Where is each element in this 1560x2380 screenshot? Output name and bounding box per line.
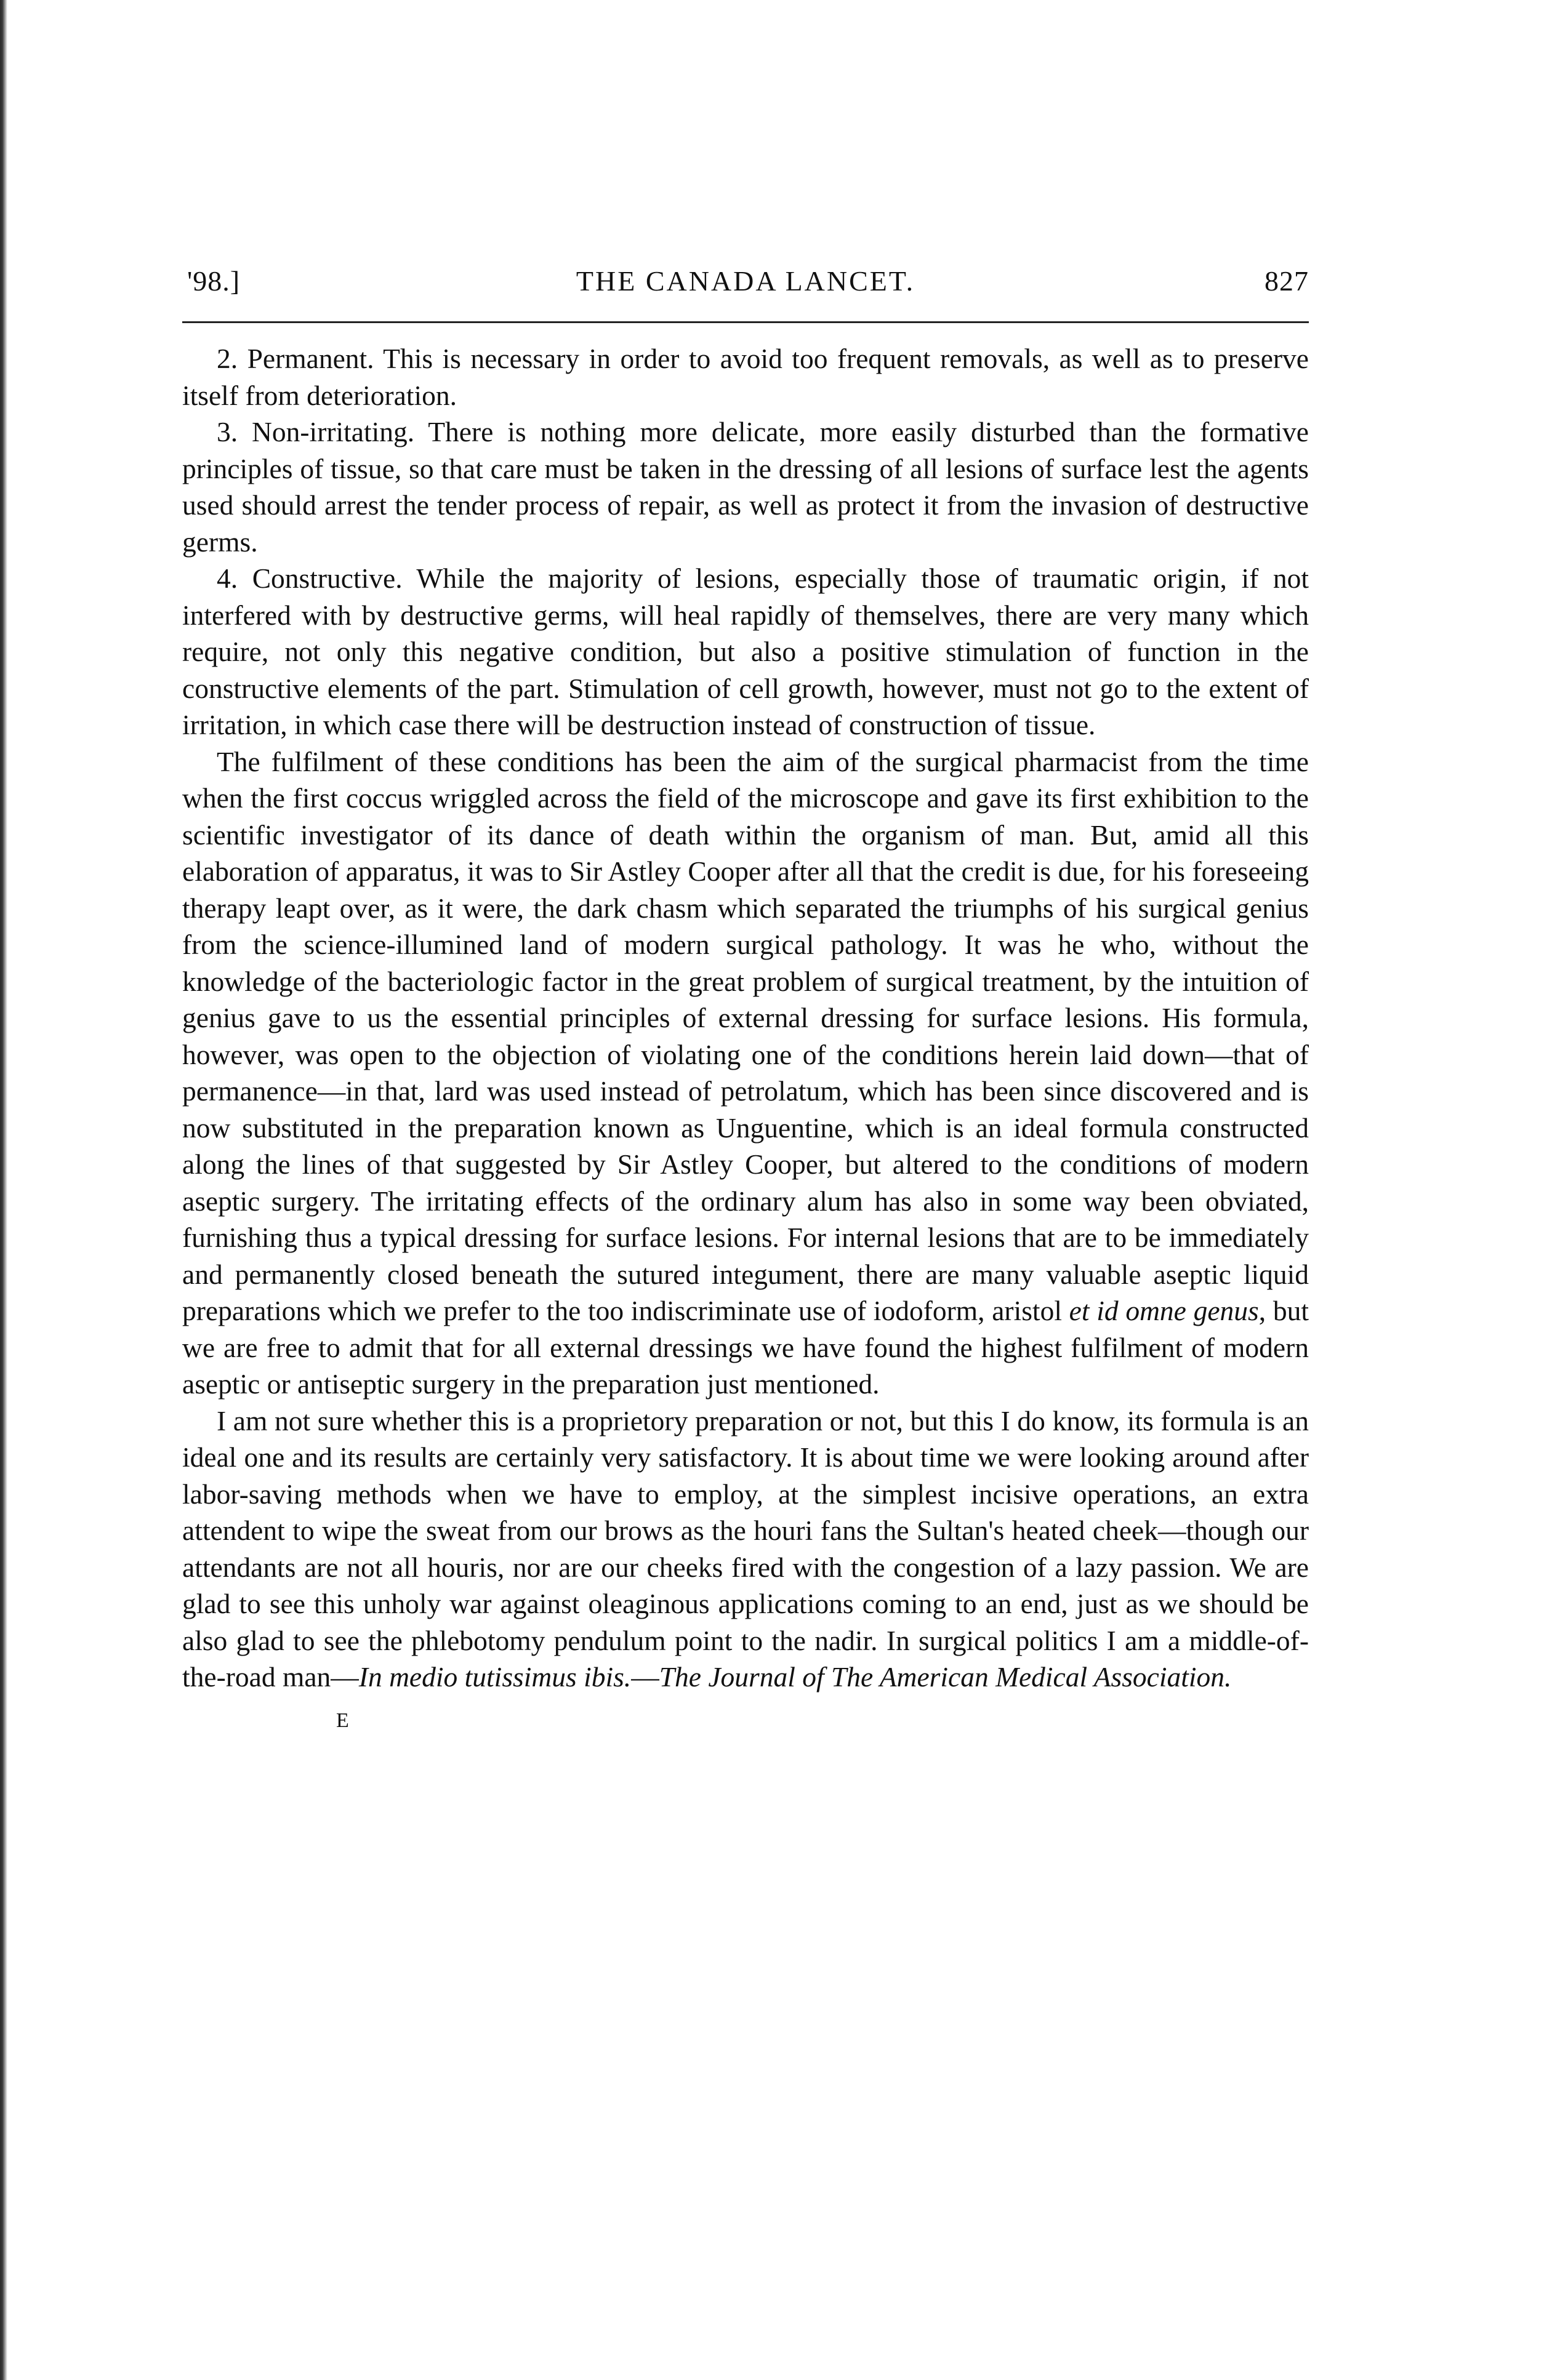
paragraph-proprietory-text: I am not sure whether this is a proprietory preparation or not, but this I do know, its formula is an ideal one and its results are certainly very satisfactory. It is about time we were looking around after labor-saving methods when we have to employ, at the simplest incisive operations, an extra attendent to wipe the sweat from our brows as the houri fans the Sultan's heated cheek—though our attendants are not all houris, nor are our cheeks fired with the congestion of a lazy passion. We are glad to see this unholy war against oleaginous applications coming to an end, just as we should be also glad to see the phlebotomy pendulum point to the nadir. In surgical politics I am a middle-of-the-road man— bbox=[182, 1404, 1309, 1693]
latin-phrase: et id omne genus bbox=[1069, 1295, 1259, 1326]
paragraph-fulfilment-text-b: , but we are free to admit that for all external dressings we have found the highest fulfilment of modern aseptic or antiseptic surgery in the preparation just mentioned. bbox=[182, 1295, 1309, 1400]
paragraph-fulfilment-text-a: The fulfilment of these conditions has been the aim of the surgical pharmacist from the time when the first coccus wriggled across the field of the microscope and gave its first exhibition to the scientific investigator of its dance of death within the organism of man. But, amid all this elaboration of apparatus, it was to Sir Astley Cooper after all that the credit is due, for his foreseeing therapy leapt over, as it were, the dark chasm which separated the triumphs of his surgical genius from the science-illumined land of modern surgical pathology. It was he who, without the knowledge of the bacteriologic factor in the great problem of surgical treatment, by the intuition of genius gave to us the essential principles of external dressing for surface lesions. His formula, however, was open to the objection of violating one of the conditions herein laid down—that of permanence—in that, lard was used instead of petrolatum, which has been since discovered and is now substituted in the preparation known as Unguentine, which is an ideal formula constructed along the lines of that suggested by Sir Astley Cooper, but altered to the conditions of modern aseptic surgery. The irritating effects of the ordinary alum has also in some way been obviated, furnishing thus a typical dressing for surface lesions. For internal lesions that are to be immediately and permanently closed beneath the sutured integument, there are many valuable aseptic liquid preparations which we prefer to the too indiscriminate use of iodoform, aristol bbox=[182, 745, 1309, 1326]
paragraph-non-irritating: 3. Non-irritating. There is nothing more delicate, more easily disturbed than the formative principles of tissue, so that care must be taken in the dressing of all lesions of surface lest the agents used should arrest the tender process of repair, as well as protect it from the invasion of destructive germs. bbox=[182, 416, 1309, 558]
page bbox=[182, 258, 1309, 1733]
paragraph-proprietory bbox=[182, 1403, 1309, 1696]
latin-quote: In medio tutissimus ibis. bbox=[358, 1661, 632, 1693]
signature-mark: E bbox=[336, 1709, 350, 1732]
running-head bbox=[182, 258, 1309, 308]
header-rule bbox=[182, 321, 1309, 323]
paragraph-constructive: 4. Constructive. While the majority of lesions, especially those of traumatic origin, if not interfered with by destructive germs, will heal rapidly of themselves, there are very many which require, not only this negative condition, but also a positive stimulation of function in the constructive elements of the part. Stimulation of cell growth, however, must not go to the extent of irritation, in which case there will be destruction instead of construction of tissue. bbox=[182, 563, 1309, 740]
page-number: 827 bbox=[1264, 265, 1309, 297]
journal-title: THE CANADA LANCET. bbox=[576, 265, 915, 297]
article-body bbox=[182, 340, 1309, 1696]
paragraph-permanent: 2. Permanent. This is necessary in order to avoid too frequent removals, as well as to preserve itself from deterioration. bbox=[182, 343, 1309, 411]
source-citation: The Journal of The American Medical Association. bbox=[659, 1661, 1232, 1693]
source-dash: — bbox=[631, 1661, 659, 1693]
header-year: '98.] bbox=[187, 265, 241, 297]
paragraph-fulfilment bbox=[182, 743, 1309, 1403]
binding-edge bbox=[0, 0, 7, 2380]
